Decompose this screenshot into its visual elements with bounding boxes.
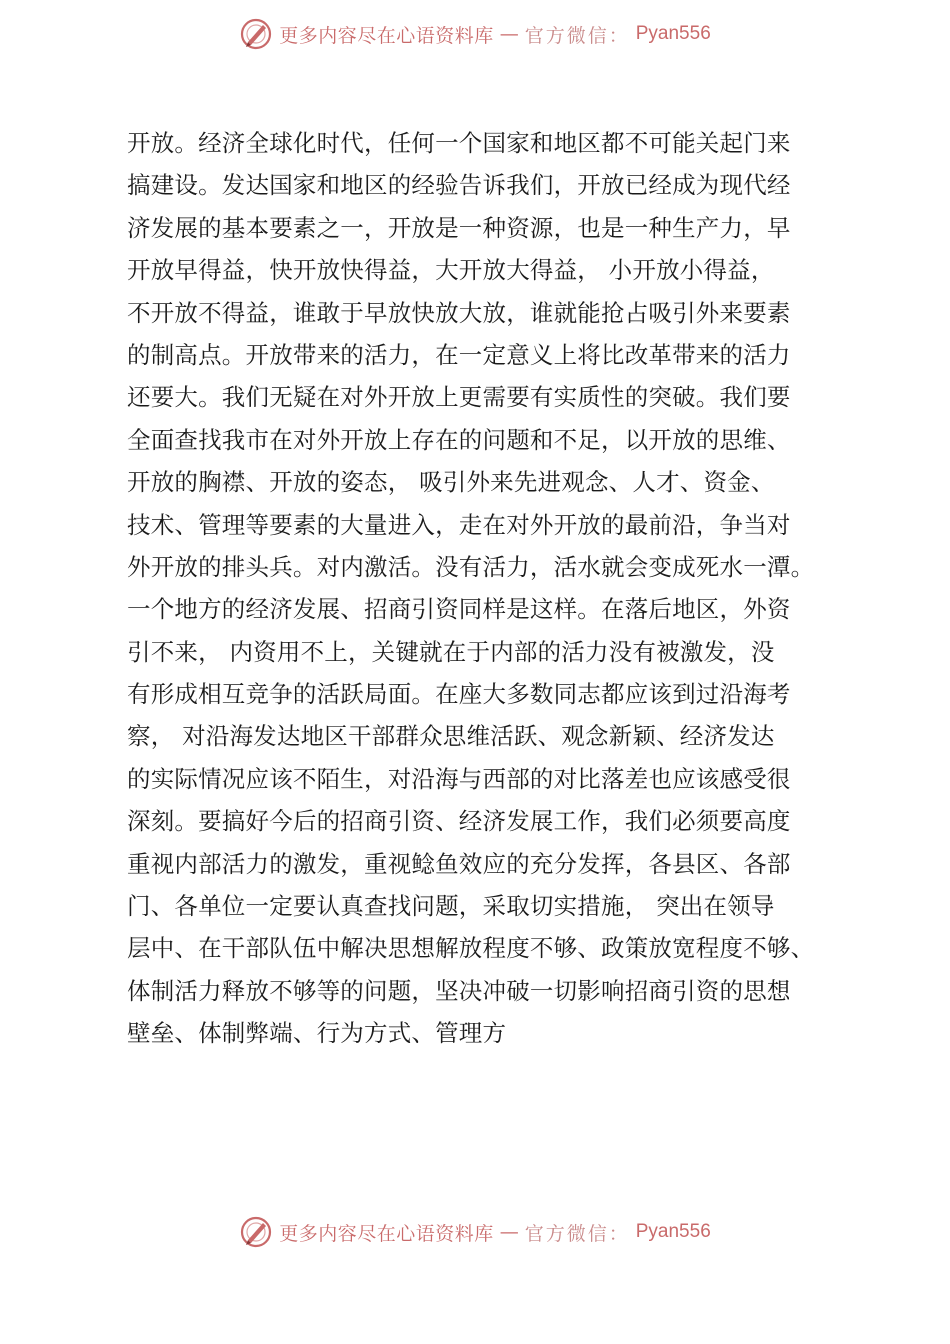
banner-separator: —	[499, 23, 519, 45]
text-line: 的制高点。开放带来的活力，在一定意义上将比改革带来的活力	[127, 340, 791, 369]
pen-circle-logo-icon	[239, 1215, 273, 1249]
text-line: 的实际情况应该不陌生，对沿海与西部的对比落差也应该感受很	[127, 764, 791, 793]
banner-separator: —	[499, 1221, 519, 1243]
site-name: 更多内容尽在心语资料库	[279, 1222, 494, 1245]
text-line: 搞建设。发达国家和地区的经验告诉我们，开放已经成为现代经	[127, 171, 791, 200]
footer-banner	[0, 1210, 950, 1254]
text-line: 开放早得益，快开放快得益，大开放大得益， 小开放小得益，	[127, 256, 775, 285]
contact-label: 官方微信：	[524, 24, 630, 47]
text-line: 全面查找我市在对外开放上存在的问题和不足，以开放的思维、	[127, 425, 791, 454]
text-line: 有形成相互竞争的活跃局面。在座大多数同志都应该到过沿海考	[127, 680, 791, 709]
text-line: 层中、在干部队伍中解决思想解放程度不够、政策放宽程度不够、	[127, 934, 815, 963]
text-line: 还要大。我们无疑在对外开放上更需要有实质性的突破。我们要	[127, 383, 791, 412]
pen-circle-logo-icon	[239, 17, 273, 51]
text-line: 济发展的基本要素之一，开放是一种资源，也是一种生产力，早	[127, 213, 791, 242]
text-line: 门、各单位一定要认真查找问题，采取切实措施， 突出在领导	[127, 892, 775, 921]
document-body	[127, 122, 867, 1055]
text-line: 一个地方的经济发展、招商引资同样是这样。在落后地区，外资	[127, 595, 791, 624]
text-line: 察， 对沿海发达地区干部群众思维活跃、观念新颖、经济发达	[127, 722, 775, 751]
header-banner	[0, 12, 950, 56]
site-name: 更多内容尽在心语资料库	[279, 24, 494, 47]
text-line: 开放。经济全球化时代，任何一个国家和地区都不可能关起门来	[127, 129, 791, 157]
text-line: 不开放不得益，谁敢于早放快放大放，谁就能抢占吸引外来要素	[127, 298, 791, 327]
text-line: 体制活力释放不够等的问题，坚决冲破一切影响招商引资的思想	[127, 976, 791, 1005]
text-line: 引不来， 内资用不上，关键就在于内部的活力没有被激发，没	[127, 637, 775, 666]
text-line: 深刻。要搞好今后的招商引资、经济发展工作，我们必须要高度	[127, 807, 791, 836]
contact-id: Pyan556	[635, 1221, 711, 1242]
contact-id: Pyan556	[635, 23, 711, 44]
text-line: 开放的胸襟、开放的姿态， 吸引外来先进观念、人才、资金、	[127, 468, 775, 497]
text-line: 外开放的排头兵。对内激活。没有活力，活水就会变成死水一潭。	[127, 552, 815, 581]
text-line: 技术、管理等要素的大量进入，走在对外开放的最前沿，争当对	[127, 510, 791, 539]
text-line: 重视内部活力的激发，重视鲶鱼效应的充分发挥，各县区、各部	[127, 849, 791, 878]
contact-label: 官方微信：	[524, 1222, 630, 1245]
text-line: 壁垒、体制弊端、行为方式、管理方	[127, 1019, 507, 1048]
